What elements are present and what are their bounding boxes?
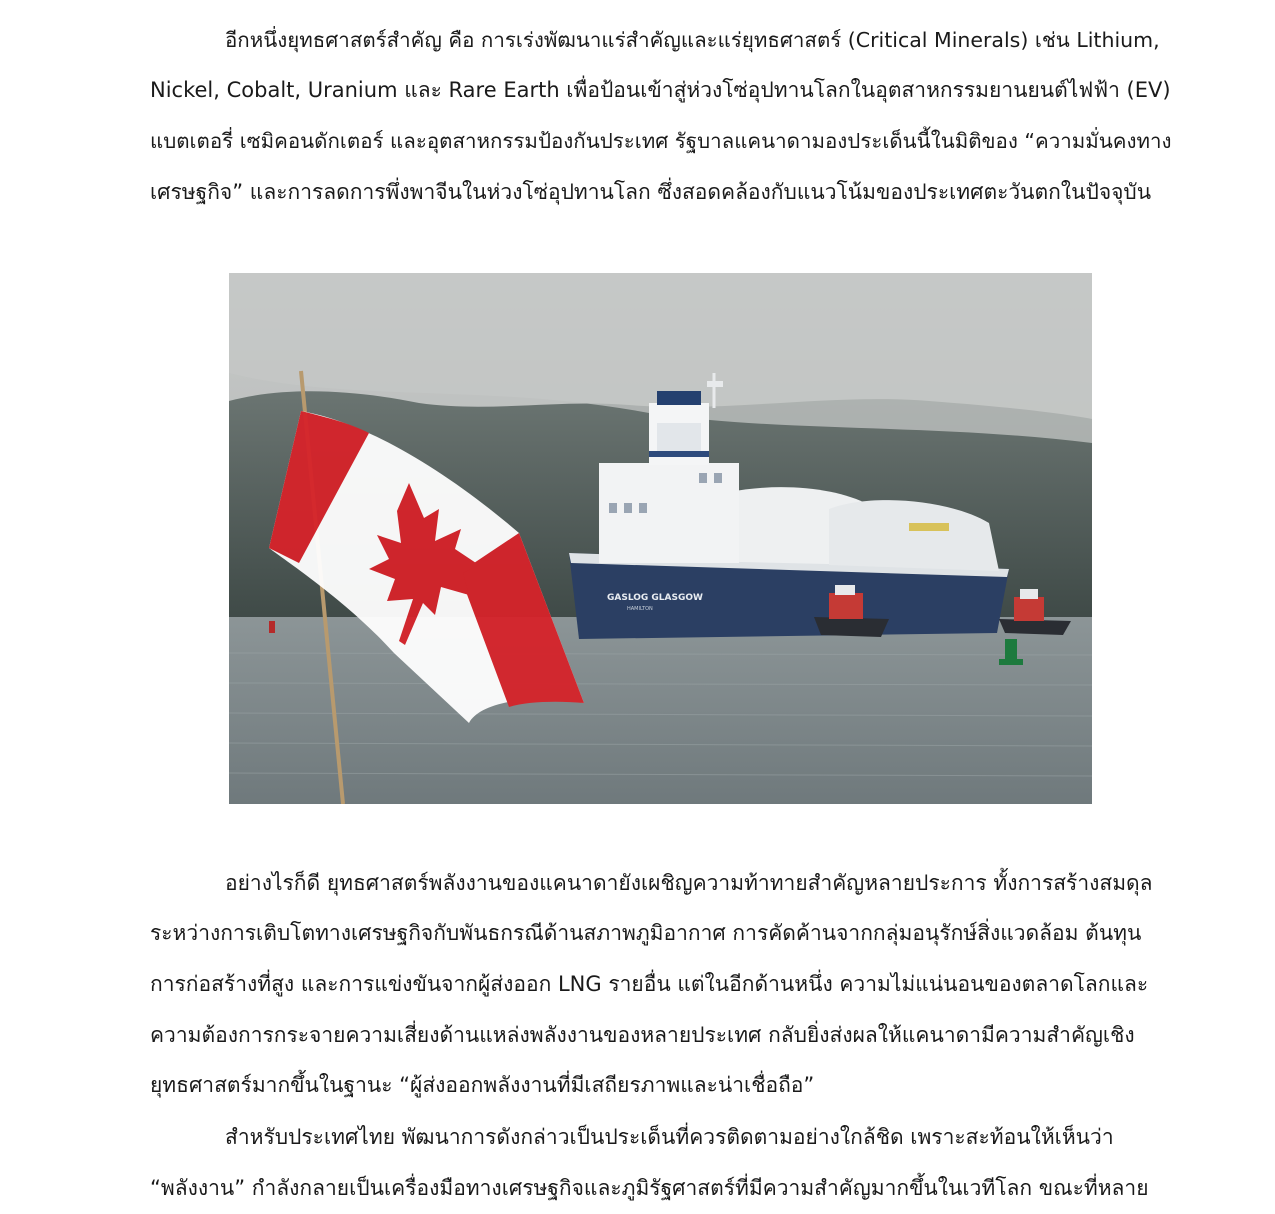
text-line: Nickel, Cobalt, Uranium และ Rare Earth เพื่อป้อนเข้าสู่ห่วงโซ่อุปทานโลกในอุตสาหกรรมยานยนต์ไฟฟ้า (EV)	[150, 78, 1171, 102]
text-line: ความต้องการกระจายความเสี่ยงด้านแหล่งพลังงานของหลายประเทศ กลับยิ่งส่งผลให้แคนาดามีความสำคัญเชิง	[150, 1023, 1135, 1047]
red-buoy	[269, 621, 275, 633]
ship-port: HAMILTON	[627, 606, 653, 612]
text-line: เศรษฐกิจ” และการลดการพึ่งพาจีนในห่วงโซ่อุปทานโลก ซึ่งสอดคล้องกับแนวโน้มของประเทศตะวันตกในปัจจุบัน	[150, 180, 1152, 204]
text-line: ยุทธศาสตร์มากขึ้นในฐานะ “ผู้ส่งออกพลังงานที่มีเสถียรภาพและน่าเชื่อถือ”	[150, 1073, 815, 1097]
text-line: การก่อสร้างที่สูง และการแข่งขันจากผู้ส่งออก LNG รายอื่น แต่ในอีกด้านหนึ่ง ความไม่แน่นอนของตลาดโลกและ	[150, 972, 1149, 996]
text-line: “พลังงาน” กำลังกลายเป็นเครื่องมือทางเศรษฐกิจและภูมิรัฐศาสตร์ที่มีความสำคัญมากขึ้นในเวทีโลก ขณะที่หลาย	[150, 1176, 1149, 1200]
text-line: ระหว่างการเติบโตทางเศรษฐกิจกับพันธกรณีด้านสภาพภูมิอากาศ การคัดค้านจากกลุ่มอนุรักษ์สิ่งแวดล้อม ต้นทุน	[150, 921, 1142, 945]
text-line: แบตเตอรี่ เซมิคอนดักเตอร์ และอุตสาหกรรมป้องกันประเทศ รัฐบาลแคนาดามองประเด็นนี้ในมิติของ “ความมั่นคงทาง	[150, 129, 1172, 153]
ship-name: GASLOG GLASGOW	[607, 593, 703, 603]
lng-tanker-canada-flag-photo	[229, 273, 1092, 804]
text-line: อีกหนึ่งยุทธศาสตร์สำคัญ คือ การเร่งพัฒนาแร่สำคัญและแร่ยุทธศาสตร์ (Critical Minerals) เช่น Lithium,	[225, 28, 1160, 52]
text-line: อย่างไรก็ดี ยุทธศาสตร์พลังงานของแคนาดายังเผชิญความท้าทายสำคัญหลายประการ ทั้งการสร้างสมดุล	[225, 871, 1153, 895]
text-line: สำหรับประเทศไทย พัฒนาการดังกล่าวเป็นประเด็นที่ควรติดตามอย่างใกล้ชิด เพราะสะท้อนให้เห็นว่า	[225, 1125, 1114, 1149]
